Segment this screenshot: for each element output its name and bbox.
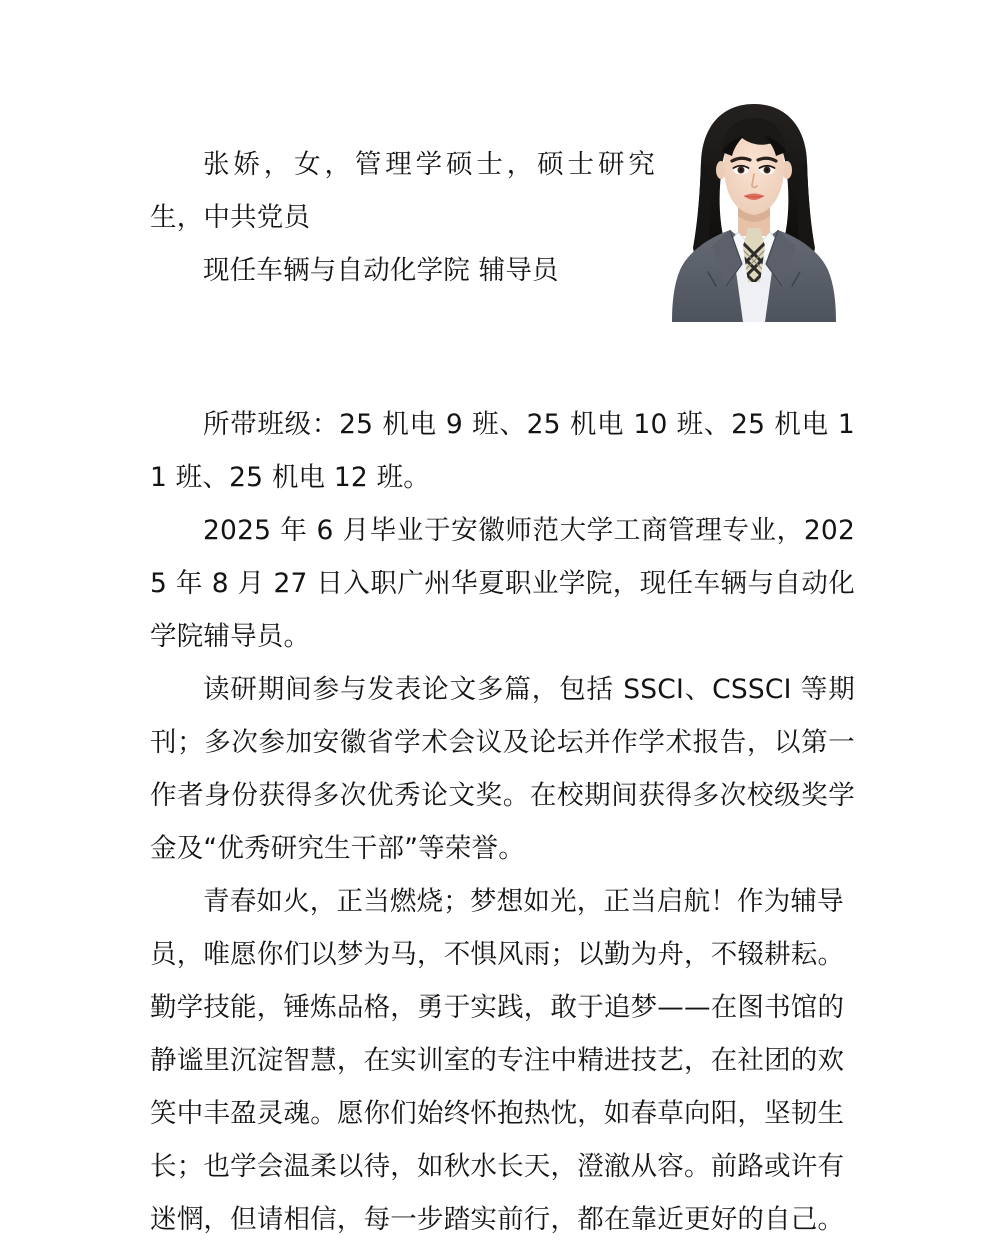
paragraph-achievements: 读研期间参与发表论文多篇，包括 SSCI、CSSCI 等期刊；多次参加安徽省学术会议及论坛并作学术报告，以第一作者身份获得多次优秀论文奖。在校期间获得多次校级奖学金及“优秀研究生干部”等荣誉。 [150, 674, 855, 864]
paragraph-message: 青春如火，正当燃烧；梦想如光，正当启航！作为辅导员，唯愿你们以梦为马，不惧风雨；以勤为舟，不辍耕耘。勤学技能，锤炼品格，勇于实践，敢于追梦——在图书馆的静谧里沉淀智慧，在实训室的专注中精进技艺，在社团的欢笑中丰盈灵魂。愿你们始终怀抱热忱，如春草向阳，坚韧生长；也学会温柔以待，如秋水长天，澄澈从容。前路或许有迷惘，但请相信，每一步踏实前行，都在靠近更好的自己。 [150, 886, 845, 1235]
portrait-photo-image [664, 96, 844, 322]
paragraph-classes: 所带班级：25 机电 9 班、25 机电 10 班、25 机电 11 班、25 机电 12 班。 [150, 409, 855, 493]
portrait-photo [664, 96, 844, 322]
paragraph-education: 2025 年 6 月毕业于安徽师范大学工商管理专业，2025 年 8 月 27 日入职广州华夏职业学院，现任车辆与自动化学院辅导员。 [150, 515, 855, 652]
profile-identity-line: 张娇，女，管理学硕士，硕士研究生，中共党员 [150, 149, 655, 233]
profile-header [150, 138, 655, 297]
profile-body [150, 398, 855, 1246]
profile-position-line: 现任车辆与自动化学院 辅导员 [203, 255, 559, 286]
